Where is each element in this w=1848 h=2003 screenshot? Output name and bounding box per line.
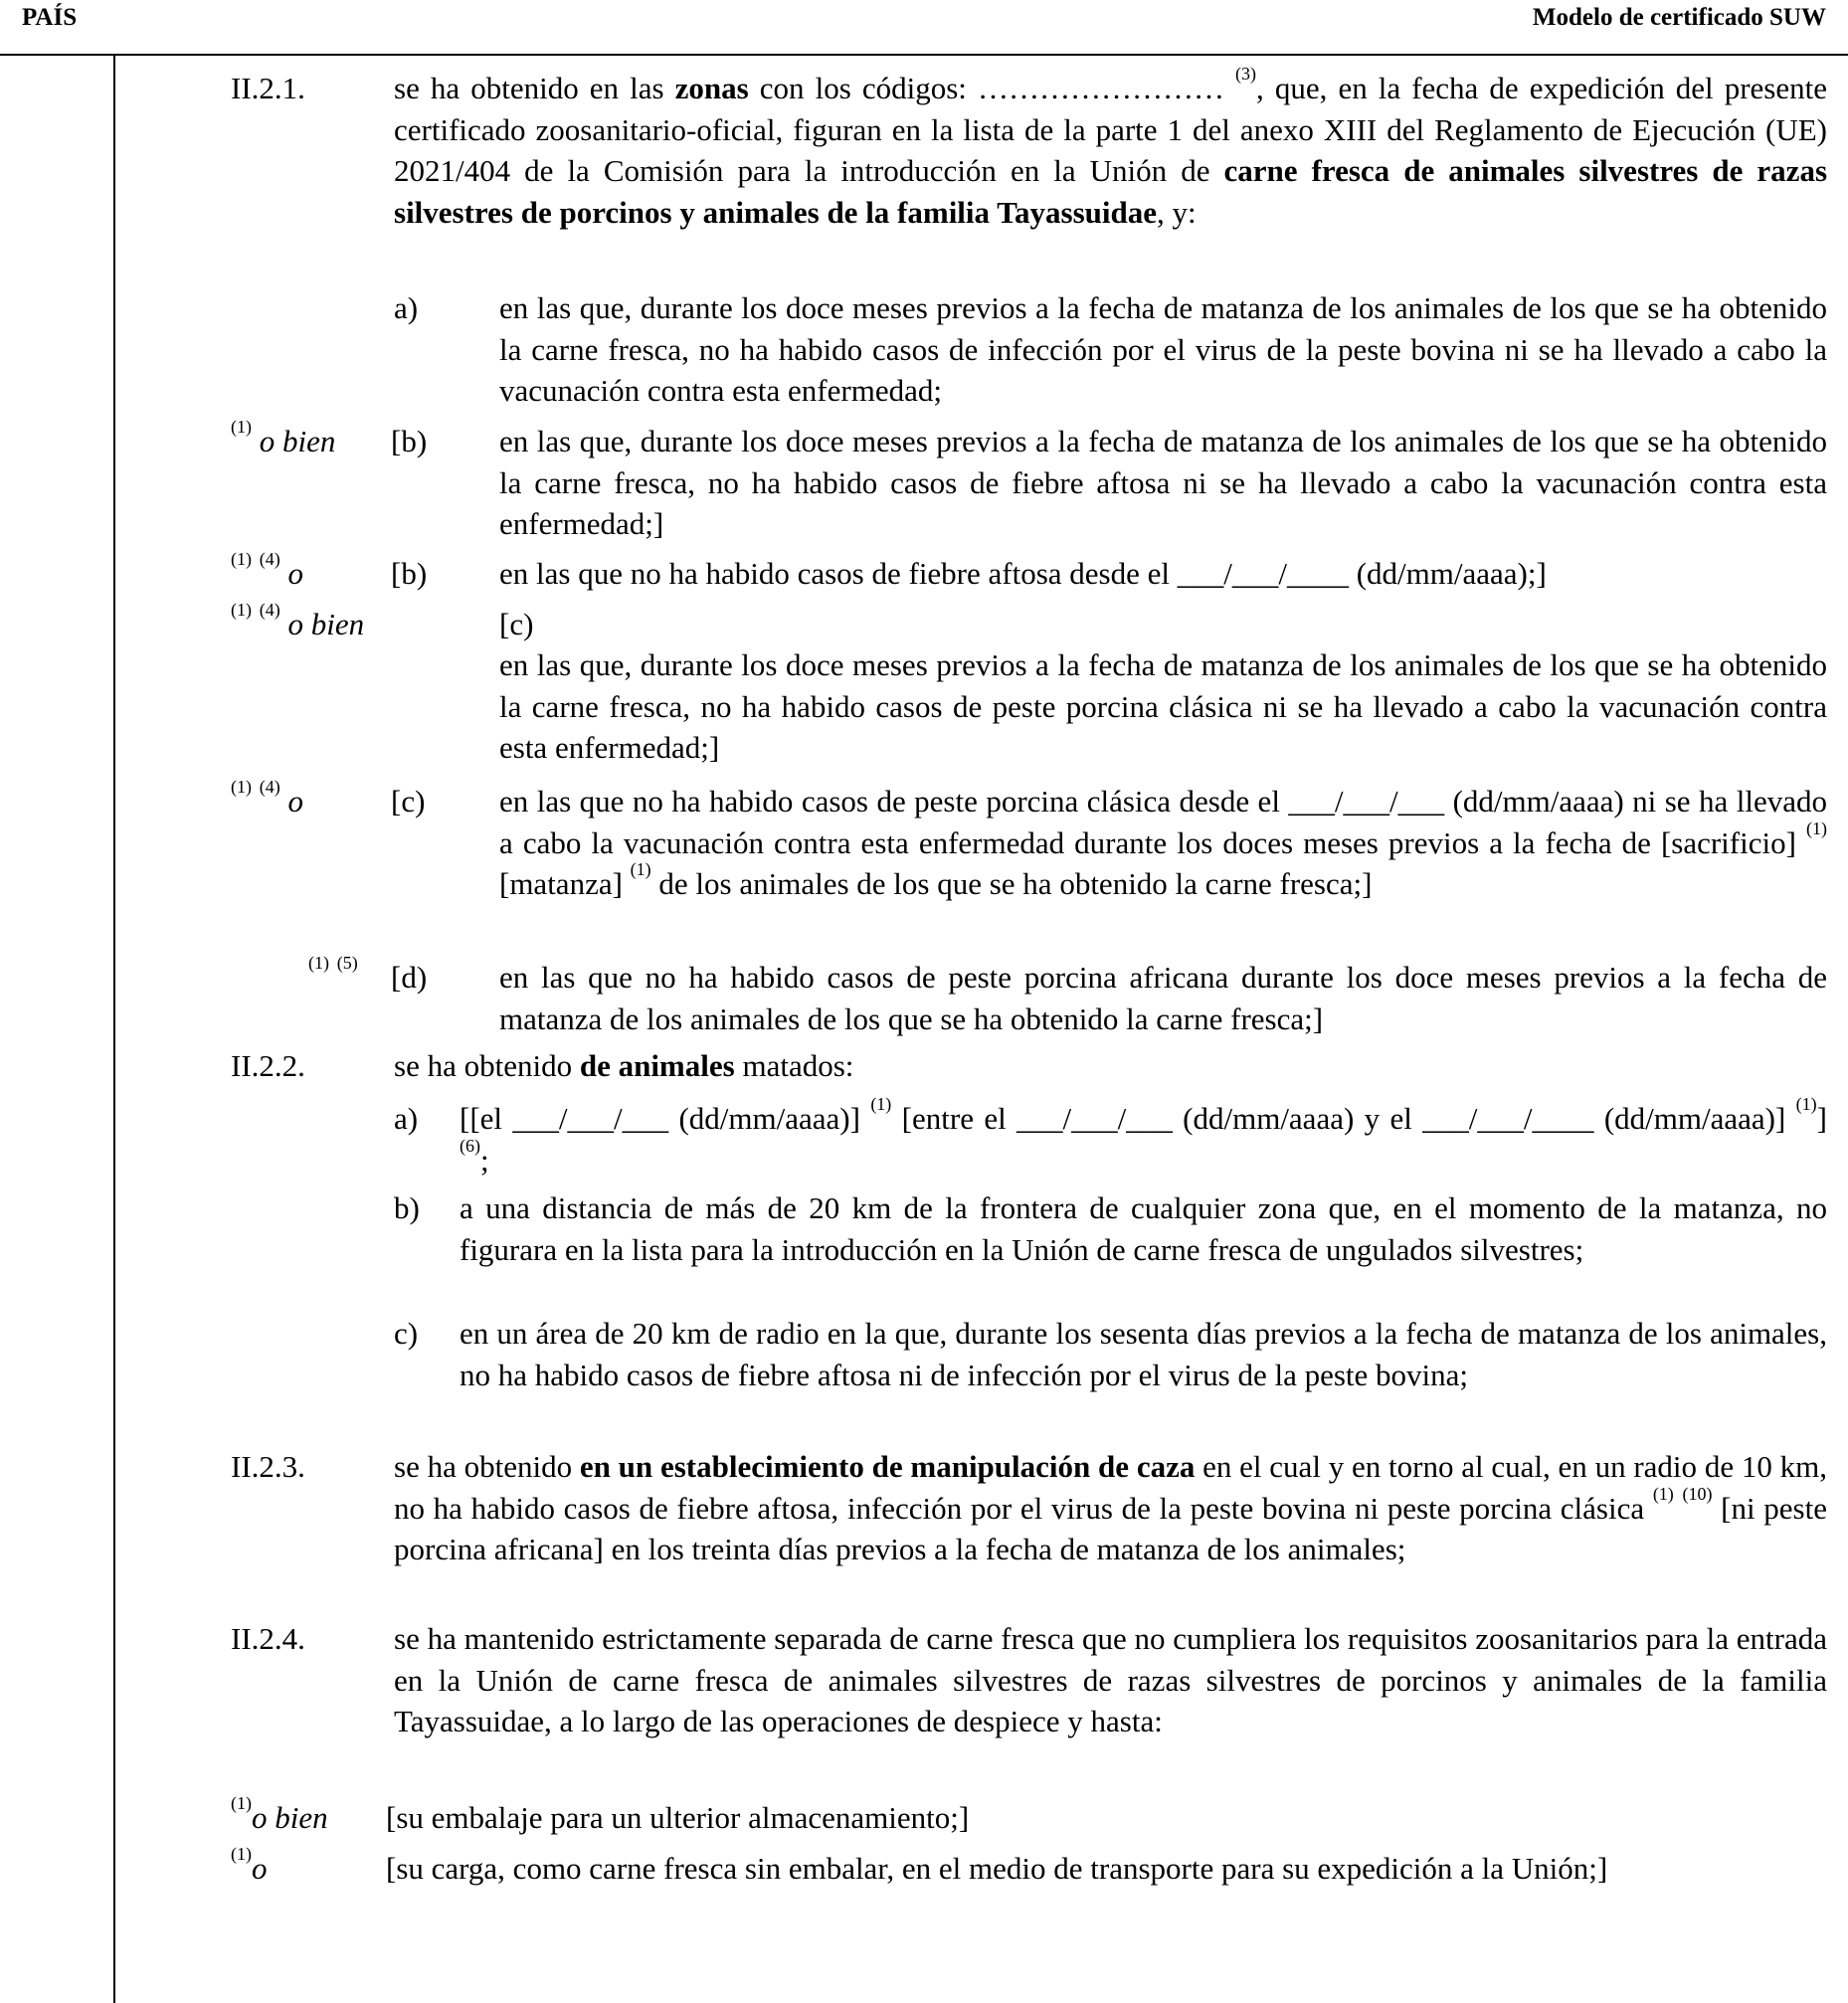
item-c1-text: en las que, durante los doce meses previos a la fecha de matanza de los animales de los que se ha obtenido la carne fresca, no ha habido casos de peste porcina clásica ni se ha llevado a cabo la vacunación contra esta enfermedad;] xyxy=(499,647,1827,765)
item-b2-label: [b) xyxy=(391,556,428,591)
item-2a-text: [[el ___/___/___ (dd/mm/aaaa)] $^{(1)}$ [entre el ___/___/___ (dd/mm/aaaa) y el ___/___/____ (dd/mm/aaaa)] $^{(1)}$] $^{(6)}$; xyxy=(460,1094,1827,1178)
section-number-ii-2-3: II.2.3. xyxy=(231,1449,305,1484)
item-a-text: en las que, durante los doce meses previos a la fecha de matanza de los animales de los que se ha obtenido la carne fresca, no ha habido casos de infección por el virus de la peste bovina ni se ha llevado a cabo la vacunación contra esta enfermedad; xyxy=(499,290,1827,408)
zonas-term: zonas xyxy=(674,71,749,105)
product-term: carne fresca de animales silvestres de razas silvestres de porcinos y animales de la familia Tayassuidae xyxy=(394,153,1828,230)
option-marker-o1: $^{(1)}$o bien xyxy=(231,1793,328,1835)
option-marker-c2: $^{(1)}$ $^{(4)}$ o xyxy=(231,777,303,819)
header-rule xyxy=(0,54,1848,56)
section-ii-2-1-text: se ha obtenido en las zonas con los códigos: …………………… $^{(3)}$, que, en la fecha de expedición del presente certificado zoosanitario-oficial, figuran en la lista de la parte 1 del anexo XIII del Reglamento de Ejecución (UE) 2021/404 de la Comisión para la introducción en la Unión de carne fresca de animales silvestres de razas silvestres de porcinos y animales de la familia Tayassuidae, y: xyxy=(394,64,1828,230)
item-a-label: a) xyxy=(394,290,419,325)
item-2a-label: a) xyxy=(394,1101,419,1136)
section-number-ii-2-2: II.2.2. xyxy=(231,1048,305,1083)
item-2c-label: c) xyxy=(394,1316,419,1351)
margin-rule xyxy=(113,54,115,2003)
option-marker-b1: $^{(1)}$ o bien xyxy=(231,417,336,458)
section-ii-2-2-text: se ha obtenido de animales matados: xyxy=(394,1048,854,1083)
item-2b-text: a una distancia de más de 20 km de la frontera de cualquier zona que, en el momento de la matanza, no figurara en la lista para la introducción en la Unión de carne fresca de ungulados silvestres; xyxy=(460,1190,1827,1267)
footnote-ref: (3) xyxy=(1235,64,1257,84)
item-c1-label: [c) xyxy=(499,607,534,641)
option-marker-b2: $^{(1)}$ $^{(4)}$ o xyxy=(231,549,303,591)
item-2c-text: en un área de 20 km de radio en la que, durante los sesenta días previos a la fecha de matanza de los animales, no ha habido casos de fiebre aftosa ni de infección por el virus de la peste bovina; xyxy=(460,1316,1827,1392)
section-number-ii-2-4: II.2.4. xyxy=(231,1621,305,1656)
header-country: PAÍS xyxy=(22,4,78,31)
section-number-ii-2-1: II.2.1. xyxy=(231,71,305,105)
option-o1-text: [su embalaje para un ulterior almacenamiento;] xyxy=(386,1800,970,1835)
option-marker-c1: $^{(1)}$ $^{(4)}$ o bien xyxy=(231,600,365,641)
section-ii-2-4-text: se ha mantenido estrictamente separada de carne fresca que no cumpliera los requisitos zoosanitarios para la entrada en la Unión de carne fresca de animales silvestres de razas silvestres de porcinos y animales de la familia Tayassuidae, a lo largo de las operaciones de despiece y hasta: xyxy=(394,1621,1827,1738)
item-2b-label: b) xyxy=(394,1190,420,1225)
header-model: Modelo de certificado SUW xyxy=(1532,4,1826,31)
item-b1-text: en las que, durante los doce meses previos a la fecha de matanza de los animales de los que se ha obtenido la carne fresca, no ha habido casos de fiebre aftosa ni se ha llevado a cabo la vacunación contra esta enfermedad;] xyxy=(499,424,1827,541)
option-marker-d: $^{(1)}$ $^{(5)}$ xyxy=(308,953,358,973)
item-b1-label: [b) xyxy=(391,424,428,458)
option-marker-o2: $^{(1)}$o xyxy=(231,1844,268,1886)
item-b2-text: en las que no ha habido casos de fiebre aftosa desde el ___/___/____ (dd/mm/aaaa);] xyxy=(499,556,1547,591)
item-d-label: [d) xyxy=(391,960,428,995)
item-c2-text: en las que no ha habido casos de peste porcina clásica desde el ___/___/___ (dd/mm/aaaa) ni se ha llevado a cabo la vacunación contra esta enfermedad durante los doces meses previos a la fecha de [sacrificio] $^{(1)}$ [matanza] $^{(1)}$ de los animales de los que se ha obtenido la carne fresca;] xyxy=(499,784,1827,901)
item-c2-label: [c) xyxy=(391,784,426,819)
item-d-text: en las que no ha habido casos de peste porcina africana durante los doce meses previos a la fecha de matanza de los animales de los que se ha obtenido la carne fresca;] xyxy=(499,960,1827,1036)
option-o2-text: [su carga, como carne fresca sin embalar, en el medio de transporte para su expedición a la Unión;] xyxy=(386,1851,1608,1886)
section-ii-2-3-text: se ha obtenido en un establecimiento de manipulación de caza en el cual y en torno al cual, en un radio de 10 km, no ha habido casos de fiebre aftosa, infección por el virus de la peste bovina ni peste porcina clásica $^{(1)}$ $^{(10)}$ [ni peste porcina africana] en los treinta días previos a la fecha de matanza de los animales; xyxy=(394,1449,1827,1566)
